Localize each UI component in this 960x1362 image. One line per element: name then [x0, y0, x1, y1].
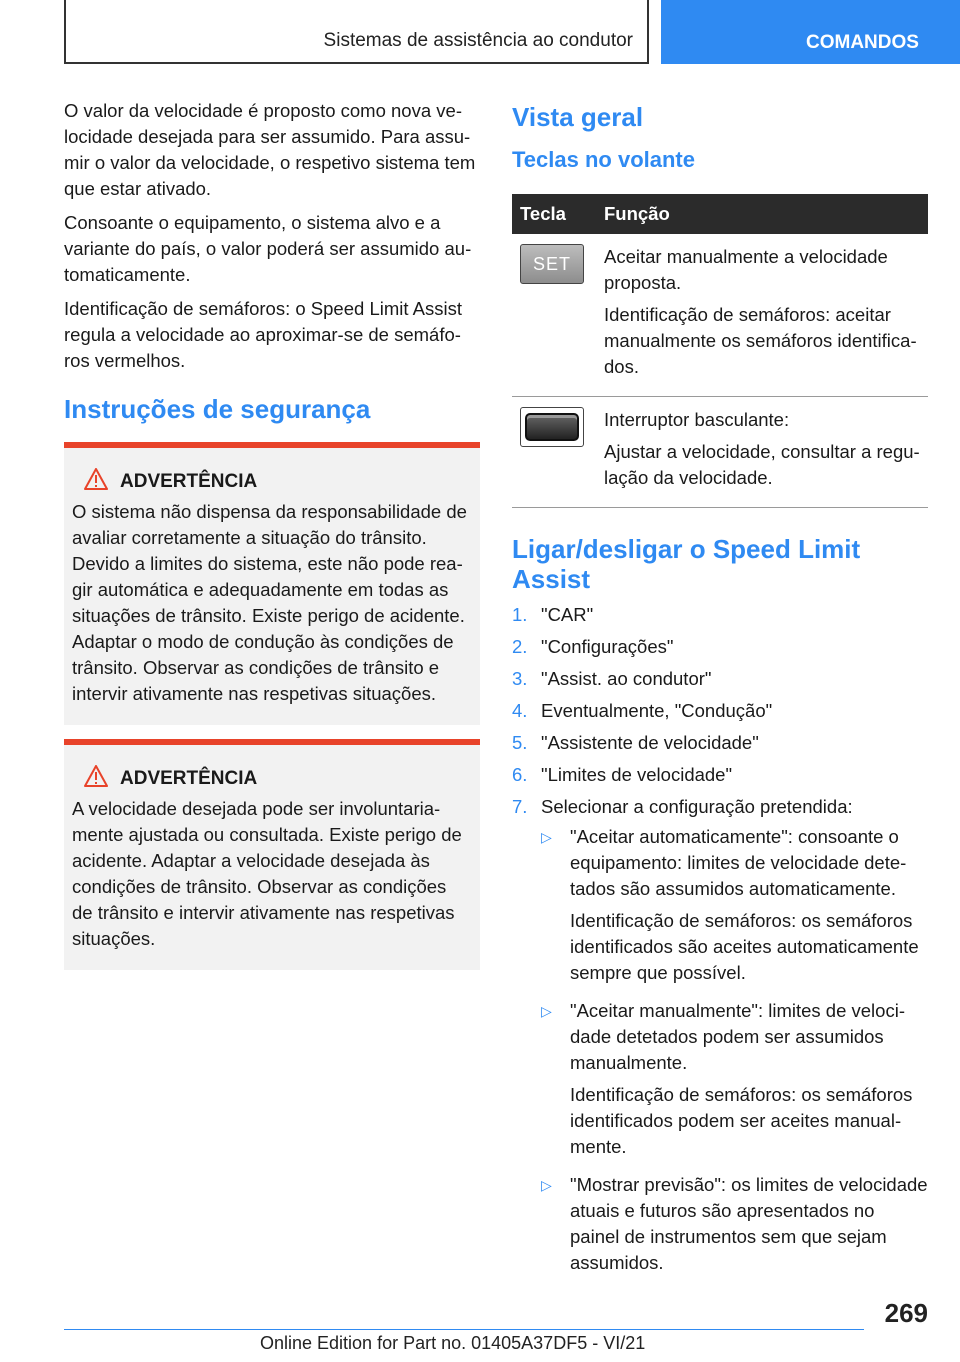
edition-text: Online Edition for Part no. 01405A37DF5 - VI/21	[260, 1333, 646, 1353]
left-column	[64, 98, 480, 984]
rocker-switch-icon	[520, 407, 584, 447]
warning-text: O sistema não dispensa da responsabilidade de avaliar corretamente a situação do trânsito. Devido a limites do sistema, este não pode reagir automática e adequadamente em todas as situações de trânsito. Existe perigo de acidente. Adaptar o modo de condução às condições de trânsito. Observar as condições de trânsito e intervir ativamente nas respetivas situações.	[72, 501, 467, 704]
step-text: "Assistente de velocidade"	[541, 732, 759, 753]
step-number: 6.	[512, 764, 528, 785]
triangle-bullet-icon: ▷	[541, 1003, 552, 1019]
intro-paragraph: O valor da velocidade é proposto como nova velocidade desejada para ser assumido. Para assumir o valor da velocidade, o respetivo sistema tem que estar ativado.	[64, 100, 476, 199]
warning-triangle-icon	[84, 468, 108, 495]
function-text: Interruptor basculante:	[604, 409, 790, 430]
warning-triangle-icon	[84, 765, 108, 792]
warning-text: A velocidade desejada pode ser involuntariamente ajustada ou consultada. Existe perigo de acidente. Adaptar a velocidade desejada às condições de trânsito. Observar as condições de trânsito e intervir ativamente nas respetivas situações.	[72, 798, 462, 949]
step-number: 7.	[512, 796, 528, 817]
step-text: "Configurações"	[541, 636, 674, 657]
set-button-icon	[520, 244, 584, 284]
warning-title: ADVERTÊNCIA	[120, 767, 258, 789]
option-text: "Aceitar manualmente": limites de velocidade detetados podem ser assumidos manualmente.	[570, 1000, 905, 1073]
steps-list	[512, 602, 928, 1288]
table-header-key: Tecla	[512, 194, 596, 234]
function-text: Ajustar a velocidade, consultar a regulação da velocidade.	[604, 441, 920, 488]
option-text: "Mostrar previsão": os limites de velocidade atuais e futuros são apresentados no painel de instrumentos sem que sejam assumidos.	[570, 1174, 928, 1273]
page-number: 269	[884, 1298, 928, 1328]
list-item	[541, 824, 928, 992]
function-text: Identificação de semáforos: aceitar manualmente os semáforos identificados.	[604, 304, 917, 377]
toggle-heading: Ligar/desligar o Speed Limit Assist	[512, 534, 861, 594]
chapter-tab[interactable]	[661, 0, 960, 64]
triangle-bullet-icon: ▷	[541, 1177, 552, 1193]
step-text: "Assist. ao condutor"	[541, 668, 712, 689]
option-extra: Identificação de semáforos: os semáforos identificados são aceites automaticamente sempre que possível.	[570, 910, 919, 983]
list-item	[512, 794, 928, 1288]
warning-box	[64, 442, 480, 725]
set-key-label: SET	[532, 254, 571, 274]
header-section-box	[64, 0, 649, 64]
options-list	[541, 824, 928, 1282]
table-row	[512, 397, 928, 508]
triangle-bullet-icon: ▷	[541, 829, 552, 845]
keys-table	[512, 194, 928, 508]
list-item	[541, 998, 928, 1166]
step-text: Eventualmente, "Condução"	[541, 700, 773, 721]
intro-paragraph: Identificação de semáforos: o Speed Limit Assist regula a velocidade ao aproximar-se de semáforos vermelhos.	[64, 298, 462, 371]
table-header-function: Função	[596, 194, 928, 234]
safety-heading: Instruções de segurança	[64, 394, 371, 424]
overview-heading: Vista geral	[512, 102, 644, 132]
right-column	[512, 98, 928, 1294]
step-number: 4.	[512, 700, 528, 721]
list-item	[512, 602, 928, 628]
list-item	[512, 762, 928, 788]
keys-heading: Teclas no volante	[512, 147, 695, 172]
step-number: 2.	[512, 636, 528, 657]
list-item	[512, 698, 928, 724]
option-extra: Identificação de semáforos: os semáforos identificados podem ser aceites manualmente.	[570, 1084, 913, 1157]
warning-box	[64, 739, 480, 970]
list-item	[512, 634, 928, 660]
step-number: 5.	[512, 732, 528, 753]
step-text: "CAR"	[541, 604, 594, 625]
intro-paragraph: Consoante o equipamento, o sistema alvo e a variante do país, o valor poderá ser assumido automaticamente.	[64, 212, 472, 285]
function-text: Aceitar manualmente a velocidade proposta.	[604, 246, 888, 293]
section-title: Sistemas de assistência ao condutor	[323, 30, 633, 51]
step-text: "Limites de velocidade"	[541, 764, 733, 785]
option-text: "Aceitar automaticamente": consoante o equipamento: limites de velocidade detetados são assumidos automaticamente.	[570, 826, 907, 899]
list-item	[512, 666, 928, 692]
list-item	[512, 730, 928, 756]
step-text: Selecionar a configuração pretendida:	[541, 796, 853, 817]
chapter-tab-label: COMANDOS	[806, 32, 919, 53]
footer-divider	[64, 1329, 864, 1330]
table-row	[512, 234, 928, 397]
list-item	[541, 1172, 928, 1282]
step-number: 1.	[512, 604, 528, 625]
warning-title: ADVERTÊNCIA	[120, 470, 258, 492]
step-number: 3.	[512, 668, 528, 689]
